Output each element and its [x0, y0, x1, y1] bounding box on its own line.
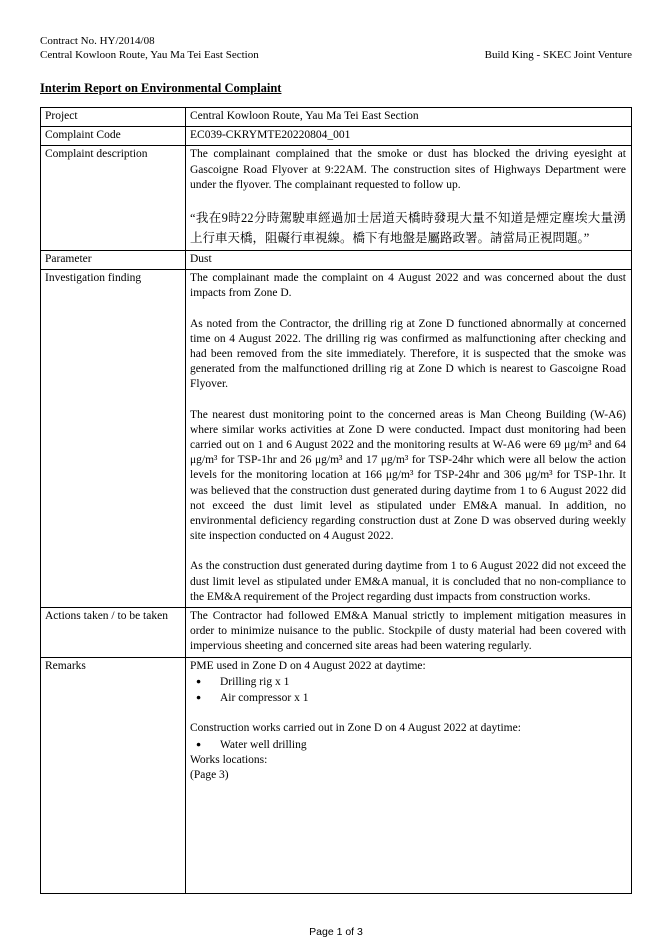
paragraph-spacer: [190, 706, 626, 721]
bullet-text: Drilling rig x 1: [220, 675, 290, 688]
header-second-line: [40, 48, 632, 62]
paragraph-spacer: [190, 544, 626, 559]
row-label: Complaint description: [41, 146, 186, 251]
row-label: Actions taken / to be taken: [41, 608, 186, 658]
table-row-investigation-finding: [41, 270, 632, 608]
project-name: Central Kowloon Route, Yau Ma Tei East Section: [40, 49, 259, 61]
complaint-report-table: [40, 107, 632, 894]
document-header: [40, 34, 632, 62]
row-content: [186, 146, 632, 251]
row-label: Complaint Code: [41, 127, 186, 146]
bullet-icon: ●: [196, 692, 202, 703]
paragraph: The complainant complained that the smoke or dust has blocked the driving eyesight at Gascoigne Road Flyover at 9:22AM. The construction sites of Highways Department were under the flyover. The complainant requested to follow up.: [190, 148, 626, 191]
paragraph: Dust: [190, 253, 212, 266]
paragraph: PME used in Zone D on 4 August 2022 at daytime:: [190, 659, 426, 672]
paragraph-spacer: [190, 393, 626, 408]
report-title: Interim Report on Environmental Complaint: [40, 81, 282, 95]
paragraph: As noted from the Contractor, the drilling rig at Zone D functioned abnormally at concerned time on 4 August 2022. The drilling rig was confirmed as malfunctioning after checking and had been removed from the site immediately. Therefore, it is suspected that the smoke was generated from the malfunctioned drilling rig at Zone D which is nearest to Gascoigne Road Flyover.: [190, 317, 626, 391]
row-content: [186, 251, 632, 270]
table-row-project: [41, 108, 632, 127]
bullet-text: Water well drilling: [220, 738, 307, 751]
paragraph-spacer: [190, 302, 626, 317]
paragraph: Construction works carried out in Zone D on 4 August 2022 at daytime:: [190, 722, 521, 735]
paragraph: (Page 3): [190, 768, 229, 781]
row-label: Remarks: [41, 657, 186, 893]
paragraph: EC039-CKRYMTE20220804_001: [190, 129, 351, 142]
row-content: [186, 270, 632, 608]
bullet-item: [190, 690, 626, 706]
table-row-complaint-description: [41, 146, 632, 251]
row-label: Project: [41, 108, 186, 127]
bullet-item: [190, 674, 626, 690]
paragraph: As the construction dust generated during daytime from 1 to 6 August 2022 did not exceed the dust limit level as stipulated under EM&A manual, it is concluded that no non-compliance to the EM&A requirement of the Project regarding dust impacts from construction works.: [190, 560, 626, 603]
paragraph-chinese-quote: “我在9時22分時駕駛車經過加士居道天橋時發現大量不知道是煙定塵埃大量湧上行車天橋，阻礙行車視線。橋下有地盤是屬路政署。請當局正視問題。”: [190, 211, 626, 246]
paragraph: Central Kowloon Route, Yau Ma Tei East Section: [190, 110, 419, 122]
row-content: [186, 657, 632, 893]
row-content: [186, 608, 632, 658]
bullet-icon: ●: [196, 675, 202, 686]
joint-venture-name: Build King - SKEC Joint Venture: [484, 49, 632, 61]
row-content: [186, 108, 632, 127]
contract-number: Contract No. HY/2014/08: [40, 35, 155, 47]
paragraph: The complainant made the complaint on 4 August 2022 and was concerned about the dust impacts from Zone D.: [190, 272, 626, 300]
page-number-footer: Page 1 of 3: [309, 926, 363, 938]
paragraph-spacer: [190, 193, 626, 208]
row-content: [186, 127, 632, 146]
paragraph: The Contractor had followed EM&A Manual strictly to implement mitigation measures in order to minimize nuisance to the public. Stockpile of dusty material had been covered with impervious sheeting and concerned site areas had been watering regularly.: [190, 610, 626, 653]
table-row-complaint-code: [41, 127, 632, 146]
bullet-item: [190, 737, 626, 753]
row-label: Parameter: [41, 251, 186, 270]
table-row-remarks: [41, 657, 632, 893]
bullet-icon: ●: [196, 738, 202, 749]
paragraph: The nearest dust monitoring point to the concerned areas is Man Cheong Building (W-A6) where similar works activities at Zone D were conducted. Impact dust monitoring had been carried out on 1 and 6 August 2022 and the monitoring results at W-A6 were 69 μg/m³ and 64 μg/m³ for TSP-1hr and 26 μg/m³ and 17 μg/m³ for TSP-24hr which were all below the action levels for the monitoring location at 166 μg/m³ for TSP-24hr and 306 μg/m³ for TSP-1hr. It was believed that the construction dust generated during daytime from 1 to 6 August 2022 did not exceed the dust limit level as stipulated under EM&A manual. In addition, no environmental deficiency regarding construction dust at Zone D was observed during weekly site inspection conducted on 4 August 2022.: [190, 408, 626, 543]
row-label: Investigation finding: [41, 270, 186, 608]
table-row-actions-taken: [41, 608, 632, 658]
paragraph: Works locations:: [190, 753, 268, 766]
bullet-text: Air compressor x 1: [220, 692, 309, 705]
table-row-parameter: [41, 251, 632, 270]
